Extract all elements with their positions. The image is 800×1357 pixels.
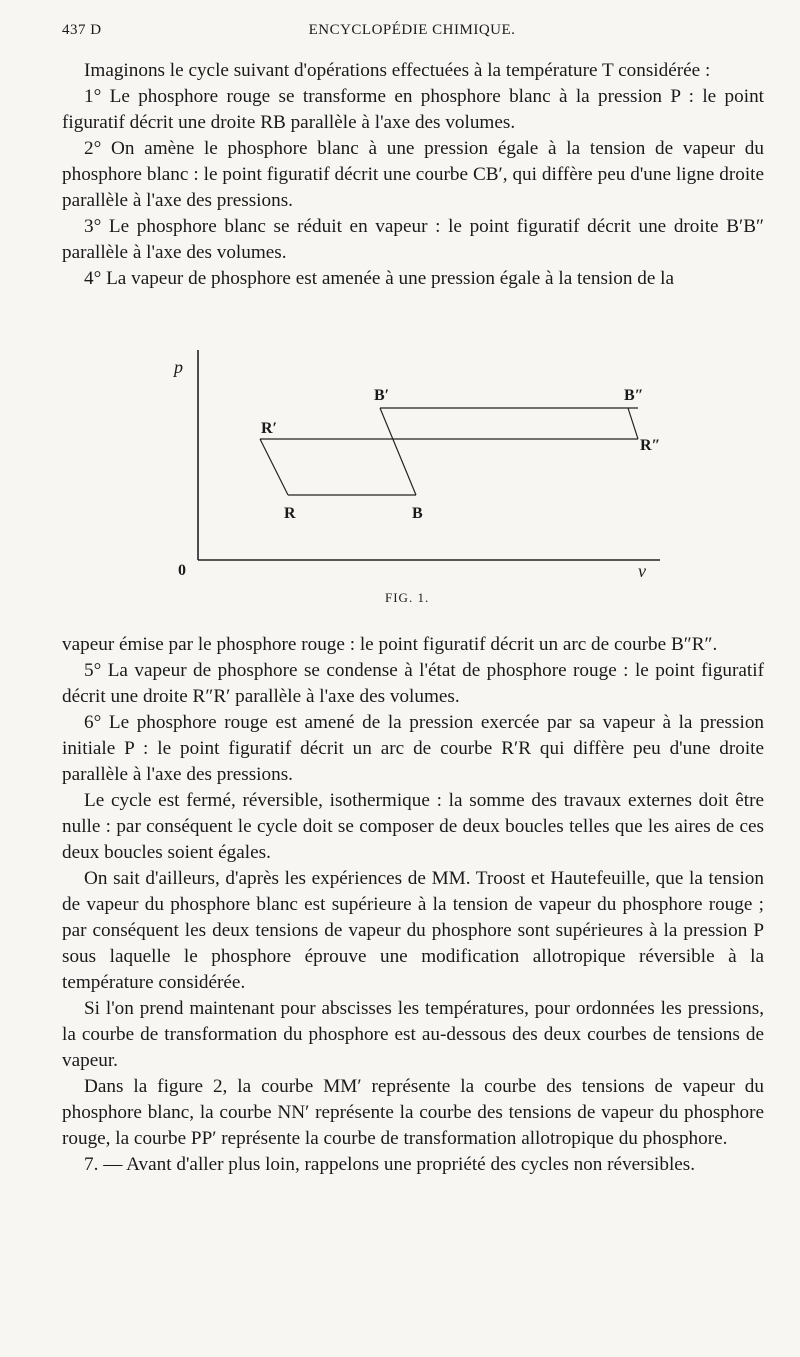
figure-caption: FIG. 1. — [385, 590, 430, 605]
paragraph-intro: Imaginons le cycle suivant d'opérations effectuées à la température T considérée : — [84, 60, 711, 81]
paragraph-step-2: 2° On amène le phosphore blanc à une pression égale à la tension de vapeur du phosphore blanc : le point figuratif décrit une courbe CB′, qui diffère peu d'une ligne droite parallèle à l'axe des pressions. — [62, 138, 764, 211]
text-block-top — [62, 58, 764, 292]
label-r-double: R″ — [640, 437, 661, 454]
paragraph-step-5: 5° La vapeur de phosphore se condense à l'état de phosphore rouge : le point figuratif décrit une droite R″R′ parallèle à l'axe des volumes. — [62, 660, 764, 707]
paragraph-step-4-end: vapeur émise par le phosphore rouge : le point figuratif décrit un arc de courbe B″R″. — [62, 634, 718, 655]
curve-b-double-r-double — [628, 408, 638, 439]
paragraph-step-3: 3° Le phosphore blanc se réduit en vapeur : le point figuratif décrit une droite B′B″ parallèle à l'axe des volumes. — [62, 216, 764, 263]
label-b: B — [412, 505, 423, 522]
label-b-prime: B′ — [374, 387, 390, 404]
label-r-prime: R′ — [261, 420, 278, 437]
curve-b-prime-b — [380, 408, 416, 495]
label-r: R — [284, 505, 296, 522]
text-block-bottom — [62, 632, 764, 1178]
label-origin: 0 — [178, 562, 186, 579]
page-number: 437 D — [62, 22, 102, 38]
paragraph-figure-2: Dans la figure 2, la courbe MM′ représente la courbe des tensions de vapeur du phosphore blanc, la courbe NN′ représente la courbe des tensions de vapeur du phosphore rouge, la courbe PP′ représente la courbe de transformation allotropique du phosphore. — [62, 1076, 764, 1149]
paragraph-step-6: 6° Le phosphore rouge est amené de la pression exercée par sa vapeur à la pression initiale P : le point figuratif décrit un arc de courbe R′R qui diffère peu d'une droite parallèle à l'axe des pressions. — [62, 712, 764, 785]
pv-diagram — [160, 345, 680, 615]
paragraph-abscisses: Si l'on prend maintenant pour abscisses les températures, pour ordonnées les pressions, la courbe de transformation du phosphore est au-dessous des deux courbes de tensions de vapeur. — [62, 998, 764, 1071]
page-header — [62, 22, 762, 44]
paragraph-cycle-closed: Le cycle est fermé, réversible, isothermique : la somme des travaux externes doit être nulle : par conséquent le cycle doit se composer de deux boucles telles que les aires de ces deux boucles soient égales. — [62, 790, 764, 863]
label-v-axis: v — [638, 561, 646, 581]
paragraph-troost-hautefeuille: On sait d'ailleurs, d'après les expériences de MM. Troost et Hautefeuille, que la tension de vapeur du phosphore blanc est supérieure à la tension de vapeur du phosphore rouge ; par conséquent les deux tensions de vapeur du phosphore sont supérieures à la pression P sous laquelle le phosphore éprouve une modification allotropique réversible à la température considérée. — [62, 868, 764, 993]
paragraph-section-7: 7. — Avant d'aller plus loin, rappelons une propriété des cycles non réversibles. — [84, 1154, 696, 1175]
label-p-axis: p — [174, 357, 183, 377]
paragraph-step-1: 1° Le phosphore rouge se transforme en phosphore blanc à la pression P : le point figuratif décrit une droite RB parallèle à l'axe des volumes. — [62, 86, 764, 133]
running-title: ENCYCLOPÉDIE CHIMIQUE. — [308, 22, 516, 38]
curve-r-prime-r — [260, 439, 288, 495]
paragraph-step-4-start: 4° La vapeur de phosphore est amenée à une pression égale à la tension de la — [84, 268, 674, 289]
figure-1 — [160, 345, 680, 615]
label-b-double: B″ — [624, 387, 644, 404]
